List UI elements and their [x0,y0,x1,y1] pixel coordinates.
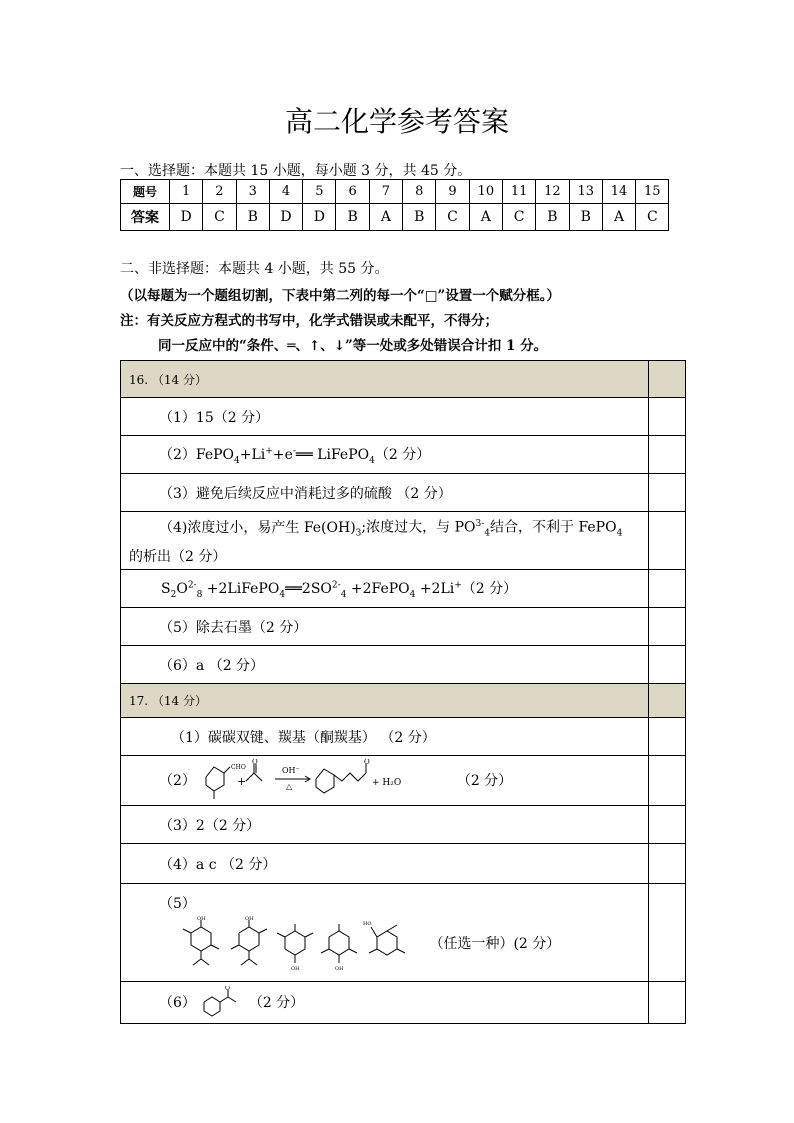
answer-cell: A [369,204,402,231]
svg-text:OH: OH [245,915,254,922]
table-row [121,474,686,512]
q16-answer-6: （6）a （2 分） [121,646,649,684]
score-box[interactable] [649,361,686,398]
question-number: 13 [569,180,602,204]
svg-text:OH: OH [197,915,206,922]
isomer-structures [177,915,417,973]
score-box[interactable] [649,718,686,756]
question-number: 12 [536,180,569,204]
section2-note: 同一反应中的“条件、═、↑、↓”等一处或多处错误合计扣 1 分。 [158,338,548,354]
answer-cell: B [536,204,569,231]
answer-cell: C [436,204,469,231]
svg-text:OH⁻: OH⁻ [282,765,301,775]
question-number: 8 [403,180,436,204]
answer-cell: D [269,204,302,231]
score-box[interactable] [649,884,686,982]
table-row [121,884,686,982]
question-number: 5 [303,180,336,204]
question-number: 9 [436,180,469,204]
table-row [121,436,686,474]
q17-answer-3: （3）2（2 分） [121,806,649,844]
score-box[interactable] [649,474,686,512]
answer-cell: B [236,204,269,231]
acetophenone-structure [200,986,244,1020]
section2-note: 注：有关反应方程式的书写中，化学式错误或未配平，不得分； [120,313,498,329]
row-label-answer: 答案 [121,204,170,231]
answer-cell: C [502,204,535,231]
svg-text:O: O [225,985,231,992]
answer-cell: B [336,204,369,231]
svg-text:O: O [252,758,259,766]
svg-text:OH: OH [291,965,300,972]
q16-header: 16. （14 分） [121,361,649,398]
svg-text:OH: OH [335,965,344,972]
svg-text:+: + [237,774,247,788]
answer-cell: B [569,204,602,231]
q17-answer-5: （5） OH OH OH OH HO （任选一种）(2 分） [121,884,649,982]
section1-heading: 一、选择题：本题共 15 小题，每小题 3 分，共 45 分。 [120,163,472,179]
score-box[interactable] [649,806,686,844]
table-row [121,646,686,684]
q16-answer-1: （1）15（2 分） [121,398,649,436]
question-number: 1 [170,180,203,204]
q16-answer-4: （4)浓度过小，易产生 $Fe(OH)_3$;浓度过大，与 $PO^{3-}_4$结合，不利于 FePO$_4$ 的析出（2 分） [121,512,649,570]
table-row [121,684,686,718]
score-box[interactable] [649,646,686,684]
free-response-table [120,360,686,1024]
svg-text:+ H₂O: + H₂O [372,777,402,788]
question-number: 3 [236,180,269,204]
q17-answer-2: （2） CHO + O OH⁻ △ O + H₂O （2 分） [121,756,649,806]
table-row-numbers [121,180,669,204]
page-title: 高二化学参考答案 [284,105,509,138]
answer-cell: A [469,204,502,231]
question-number: 7 [369,180,402,204]
q16-answer-3: （3）避免后续反应中消耗过多的硫酸 （2 分） [121,474,649,512]
table-row [121,398,686,436]
table-row [121,361,686,398]
table-row [121,570,686,608]
score-box[interactable] [649,684,686,718]
q17-answer-4: （4）a c （2 分） [121,844,649,884]
answer-cell: D [303,204,336,231]
choice-answer-table [120,179,669,231]
q16-answer-4-equation: $S_2O^{2-}_8$ $+2LiFePO_4══2SO^{2-}_4$ +2FePO$_4$ +2Li+（2 分） [121,570,649,608]
score-box[interactable] [649,512,686,570]
table-row [121,844,686,884]
score-box[interactable] [649,436,686,474]
answer-cell: D [170,204,203,231]
row-label-number: 题号 [121,180,170,204]
svg-text:O: O [364,758,371,766]
q16-answer-5: （5）除去石墨（2 分） [121,608,649,646]
score-box[interactable] [649,608,686,646]
aldol-reaction-diagram [200,759,430,803]
table-row [121,608,686,646]
table-row-answers [121,204,669,231]
question-number: 15 [636,180,669,204]
svg-text:△: △ [286,781,293,791]
question-number: 6 [336,180,369,204]
score-box[interactable] [649,756,686,806]
score-box[interactable] [649,844,686,884]
answer-cell: C [636,204,669,231]
score-box[interactable] [649,570,686,608]
table-row [121,982,686,1024]
question-number: 11 [502,180,535,204]
answer-cell: A [602,204,635,231]
question-number: 14 [602,180,635,204]
question-number: 2 [203,180,236,204]
section2-note: （以每题为一个题组切割，下表中第二列的每一个“□”设置一个赋分框。） [120,288,561,304]
q17-header: 17. （14 分） [121,684,649,718]
q17-answer-1: （1）碳碳双键、羰基（酮羰基） （2 分） [121,718,649,756]
section2-heading: 二、非选择题：本题共 4 小题，共 55 分。 [120,261,389,277]
q17-answer-6: （6） O （2 分） [121,982,649,1024]
score-box[interactable] [649,982,686,1024]
table-row [121,806,686,844]
svg-text:CHO: CHO [231,763,247,771]
q16-answer-2: （2）FePO$_4$+Li++e-══ LiFePO$_4$（2 分） [121,436,649,474]
score-box[interactable] [649,398,686,436]
svg-text:HO: HO [363,920,372,927]
question-number: 4 [269,180,302,204]
answer-cell: B [403,204,436,231]
table-row [121,718,686,756]
table-row [121,756,686,806]
answer-cell: C [203,204,236,231]
table-row [121,512,686,570]
question-number: 10 [469,180,502,204]
